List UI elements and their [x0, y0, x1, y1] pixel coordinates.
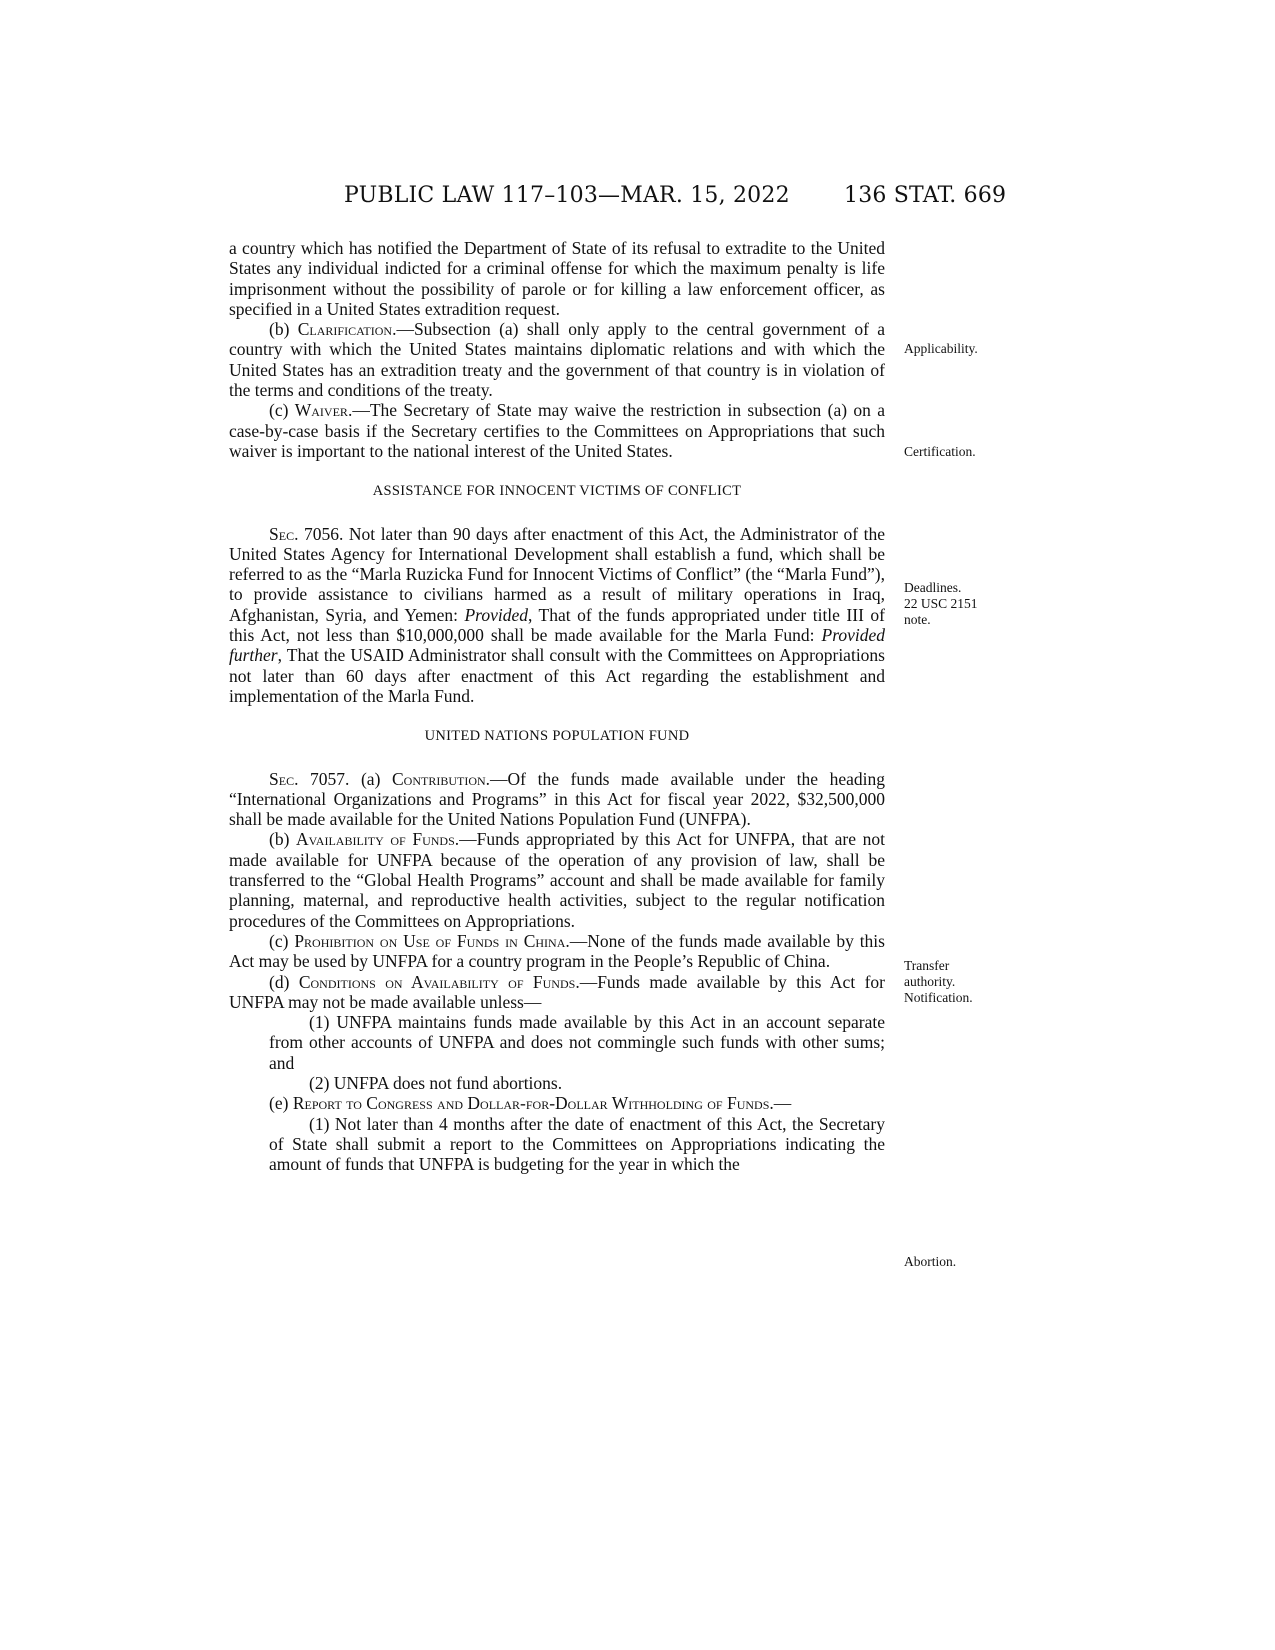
subsection-text: .—Subsection (a) shall only apply to the central government of a country with which the United States maintains diplomatic relations and with which the United States has an extradition treaty and the government of that country is in violation of the terms and conditions of the treaty. [229, 319, 886, 401]
proviso: Provided [464, 604, 528, 625]
subsection-label: (c) [269, 930, 295, 951]
subsection-heading: Contribution [392, 768, 486, 789]
section-7057-c [229, 931, 885, 972]
subsection-label: (d) [269, 971, 299, 992]
paragraph-e-1: (1) Not later than 4 months after the date of enactment of this Act, the Secretary of State shall submit a report to the Committees on Appropriations indicating the amount of funds that UNFPA is budgeting for the year in which the [269, 1113, 885, 1175]
subsection-heading: Prohibition on Use of Funds in China [294, 930, 566, 951]
section-heading-7056: ASSISTANCE FOR INNOCENT VICTIMS OF CONFLICT [372, 483, 742, 500]
section-text: . 7056. Not later than 90 days after enactment of this Act, the Administrator of the United States Agency for International Development shall establish a fund, which shall be referred to as the “Marla Ruzicka Fund for Innocent Victims of Conflict” (the “Marla Fund”), to provide assistance to civilians harmed as a result of military operations in Iraq, Afghanistan, Syria, and Yemen: [229, 523, 885, 625]
section-7057-a [229, 769, 885, 830]
margin-note-transfer-authority [904, 958, 973, 1006]
section-7056 [229, 524, 885, 707]
header-title: PUBLIC LAW 117–103—MAR. 15, 2022 [344, 183, 790, 208]
subsection-text: .—Funds appropriated by this Act for UNFPA, that are not made available for UNFPA because of the operation of any provision of law, shall be transferred to the “Global Health Programs” account and shall be made available for family planning, maternal, and reproductive health activities, subject to the regular notification procedures of the Committees on Appropriations. [229, 829, 885, 931]
subsection-c-waiver [229, 400, 885, 461]
section-number: . 7057. (a) [294, 768, 392, 789]
section-7057-e [229, 1093, 885, 1113]
subsection-label: (b) [269, 829, 297, 850]
margin-note-text: note. [904, 612, 931, 627]
margin-note-text: authority. [904, 974, 956, 989]
subsection-text: .—Of the funds made available under the heading “International Organizations and Programs” in this Act for fiscal year 2022, $32,500,000 shall be made available for the United Nations Population Fund (UNFPA). [229, 768, 885, 830]
section-text: , That of the funds appropriated under title III of this Act, not less than $10,000,000 shall be made available for the Marla Fund: [229, 604, 885, 646]
subsection-text: .—Funds made available by this Act for UNFPA may not be made available unless— [229, 971, 886, 1012]
subsection-text: .— [769, 1093, 792, 1114]
section-heading-7057: UNITED NATIONS POPULATION FUND [424, 728, 690, 745]
subsection-heading: Availability of Funds [296, 829, 455, 850]
paragraph-d-2: (2) UNFPA does not fund abortions. [309, 1072, 563, 1093]
margin-note-text: Deadlines. [904, 580, 962, 595]
running-header [0, 183, 1275, 217]
margin-note-text: Abortion. [904, 1254, 957, 1269]
margin-note-applicability [904, 341, 978, 357]
subsection-heading: Clarification [297, 319, 393, 340]
header-stat-page: 136 STAT. 669 [844, 183, 1007, 208]
section-7057-d [229, 972, 885, 1013]
margin-note-text: 22 USC 2151 [904, 596, 978, 611]
section-text: , That the USAID Administrator shall consult with the Committees on Appropriations not later than 60 days after enactment of this Act regarding the establishment and implementation of the Marla Fund. [229, 645, 885, 706]
subsection-heading: Report to Congress and Dollar-for-Dollar Withholding of Funds [292, 1093, 770, 1114]
section-7057-b [229, 829, 885, 930]
sec-abbrev: Sec [269, 768, 295, 789]
subsection-text: .—The Secretary of State may waive the restriction in subsection (a) on a case-by-case basis if the Secretary certifies to the Committees on Appropriations that such waiver is important to the national interest of the United States. [229, 400, 885, 461]
margin-note-text: Certification. [904, 444, 976, 459]
subsection-text: .—None of the funds made available by this Act may be used by UNFPA for a country program in the People’s Republic of China. [229, 930, 885, 972]
paragraph-continuation: a country which has notified the Department of State of its refusal to extradite to the United States any individual indicted for a criminal offense for which the maximum penalty is life imprisonment without the possibility of parole or for killing a law enforcement officer, as specified in a United States extradition request. [229, 238, 885, 319]
subsection-b-clarification [229, 319, 885, 400]
proviso-further: Provided further [229, 625, 885, 666]
margin-note-text: Transfer [904, 958, 950, 973]
margin-note-text: Applicability. [904, 341, 978, 356]
margin-note-certification [904, 444, 976, 460]
subsection-heading: Conditions on Availability of Funds [298, 971, 576, 992]
body-text [229, 238, 885, 1174]
subsection-label: (b) [269, 319, 298, 340]
paragraph-d-1: (1) UNFPA maintains funds made available by this Act in an account separate from other accounts of UNFPA and does not commingle such funds with other sums; and [269, 1012, 885, 1073]
subsection-label: (e) [269, 1093, 293, 1114]
margin-note-text: Notification. [904, 990, 973, 1005]
sec-abbrev: Sec [269, 523, 295, 544]
subsection-heading: Waiver [294, 400, 348, 421]
subsection-label: (c) [269, 400, 295, 421]
margin-note-deadlines [904, 580, 978, 628]
margin-note-abortion [904, 1254, 956, 1270]
